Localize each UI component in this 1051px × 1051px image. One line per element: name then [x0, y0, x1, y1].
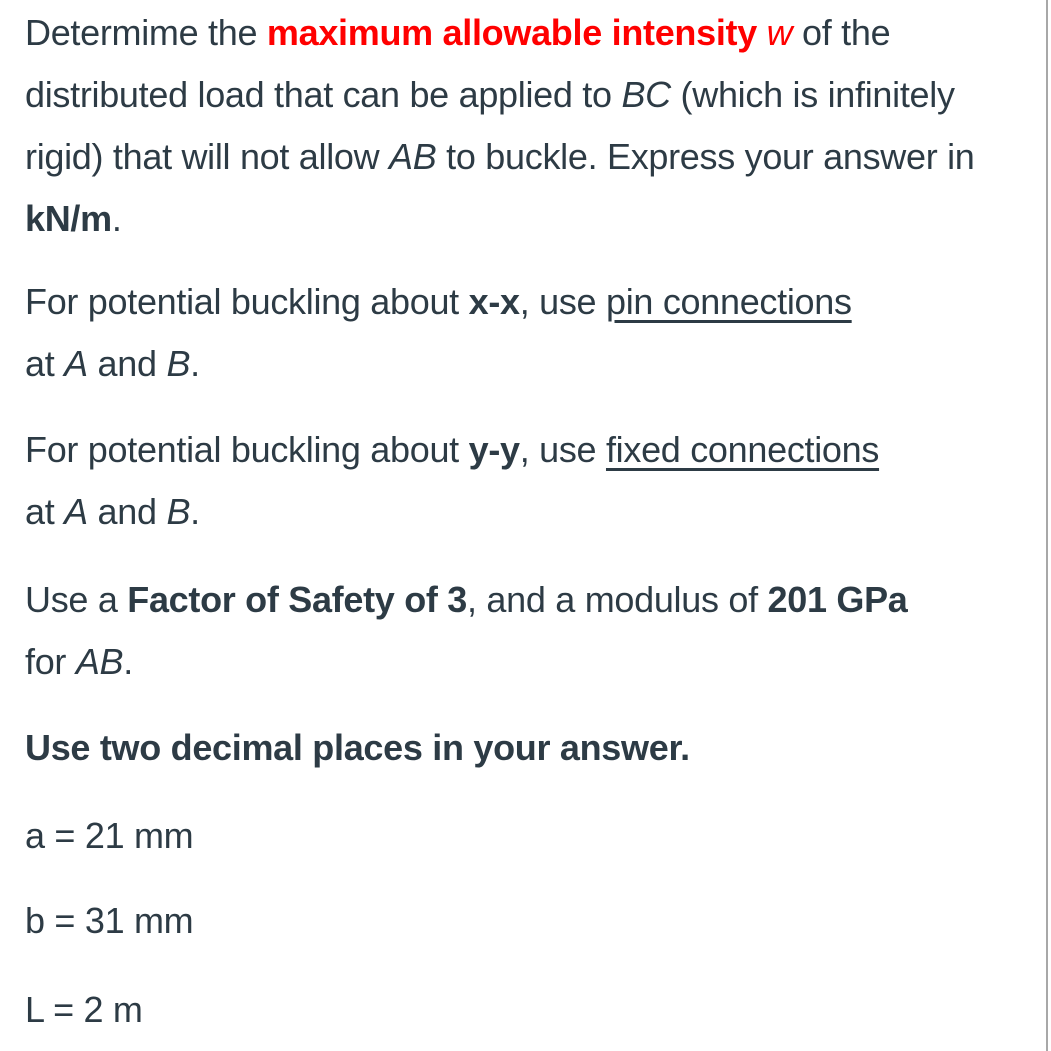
point-a: A — [64, 343, 88, 384]
yy-end: . — [190, 491, 200, 532]
axis-yy: y-y — [468, 429, 520, 470]
precision-note: Use two decimal places in your answer. — [25, 727, 690, 768]
xx-lead-text: For potential buckling about — [25, 281, 469, 322]
yy-and-text: and — [87, 491, 167, 532]
axis-xx: x-x — [468, 281, 520, 322]
yy-mid-text: , use — [519, 429, 606, 470]
member-ab: AB — [389, 136, 437, 177]
fixed-connections-link[interactable]: fixed connections — [605, 429, 880, 470]
xx-mid-text: , use — [519, 281, 606, 322]
yy-lead-text: For potential buckling about — [25, 429, 469, 470]
safety-lead-text: Use a — [25, 579, 128, 620]
point-b: B — [166, 491, 191, 532]
factor-of-safety: Factor of Safety of 3 — [127, 579, 468, 620]
xx-buckling-condition — [25, 271, 1026, 395]
intro-text-4: to buckle. Express your answer in — [436, 136, 975, 177]
safety-mid-text: , and a modulus of — [467, 579, 768, 620]
given-a: a = 21 mm — [25, 815, 194, 856]
problem-statement — [25, 2, 1026, 250]
xx-and-text: and — [87, 343, 167, 384]
yy-at-text: at — [25, 491, 65, 532]
given-b: b = 31 mm — [25, 900, 194, 941]
point-a: A — [64, 491, 88, 532]
member-bc: BC — [621, 74, 671, 115]
xx-end: . — [190, 343, 200, 384]
safety-for-text: for — [25, 641, 76, 682]
member-ab: AB — [75, 641, 124, 682]
intro-text-2: of the distributed load that can be applied to — [25, 12, 891, 115]
pin-connections-link[interactable]: pin connections — [605, 281, 852, 322]
highlight-variable-w: w — [766, 12, 793, 53]
intro-text-3: (which is infinitely rigid) that will not allow — [25, 74, 955, 177]
safety-end: . — [123, 641, 133, 682]
answer-units: kN/m — [25, 198, 112, 239]
xx-at-text: at — [25, 343, 65, 384]
intro-end: . — [111, 198, 122, 239]
safety-modulus-statement — [25, 569, 1026, 693]
modulus-value: 201 GPa — [767, 579, 908, 620]
given-l: L = 2 m — [25, 989, 143, 1030]
intro-text: Determime the — [25, 12, 267, 53]
highlight-text: maximum allowable intensity — [266, 12, 767, 53]
point-b: B — [166, 343, 191, 384]
yy-buckling-condition — [25, 419, 1026, 543]
